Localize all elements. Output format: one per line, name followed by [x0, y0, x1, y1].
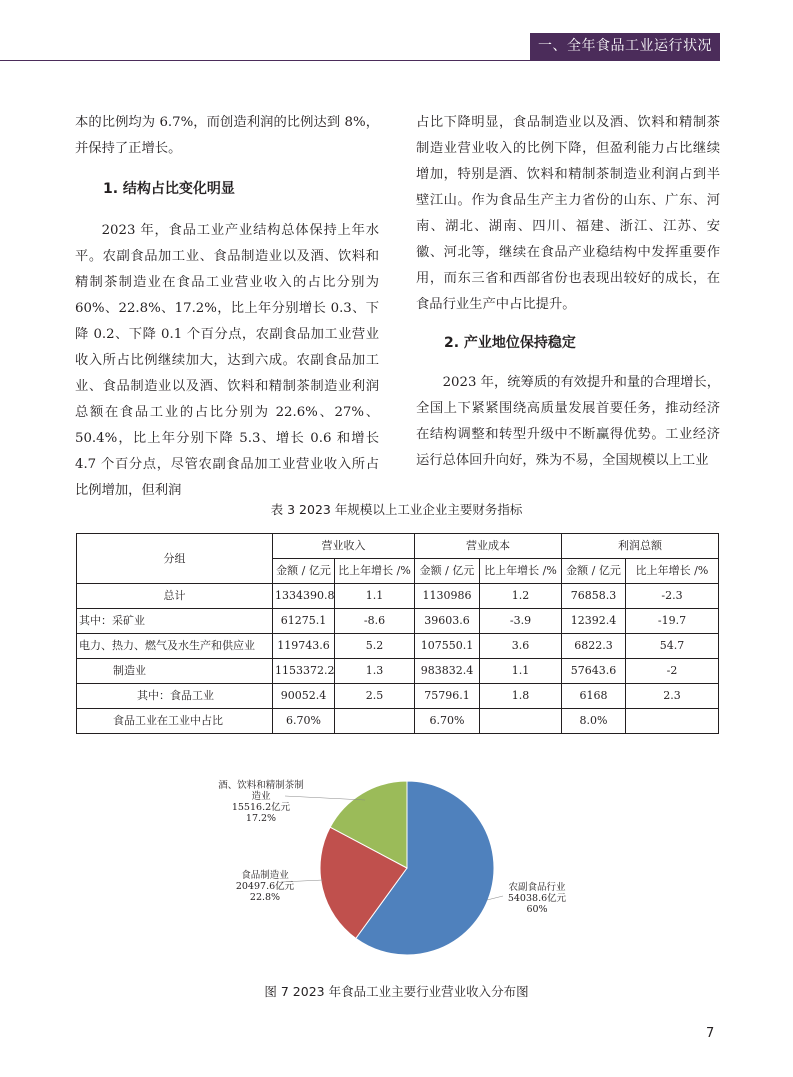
figure-caption: 图 7 2023 年食品工业主要行业营业收入分布图 — [264, 984, 529, 999]
table-cell: 107550.1 — [415, 634, 480, 659]
table-cell: 8.0% — [562, 709, 626, 734]
table-cell: 1.1 — [480, 659, 562, 684]
row-label: 食品工业在工业中占比 — [77, 709, 273, 734]
table-cell: 1.2 — [480, 584, 562, 609]
slice-value: 54038.6亿元 — [507, 893, 567, 904]
table-cell: 54.7 — [626, 634, 719, 659]
row-label: 电力、热力、燃气及水生产和供应业 — [77, 634, 273, 659]
continued-paragraph: 占比下降明显，食品制造业以及酒、饮料和精制茶制造业营业收入的比例下降，但盈利能力占比继续增加，特别是酒、饮料和精制茶制造业利润占到半壁江山。作为食品生产主力省份的山东、广东、河南、湖北、湖南、四川、福建、浙江、江苏、安徽、河北等，继续在食品产业稳结构中发挥重要作用，而东三省和西部省份也表现出较好的成长，在食品行业生产中占比提升。 — [416, 115, 720, 312]
table-cell: -19.7 — [626, 609, 719, 634]
sub-header: 比上年增长 /% — [626, 559, 719, 584]
group-header: 分组 — [77, 534, 273, 584]
table-cell: 6.70% — [415, 709, 480, 734]
table-cell: 90052.4 — [273, 684, 335, 709]
table-cell: 1.3 — [335, 659, 415, 684]
table-cell: 119743.6 — [273, 634, 335, 659]
table-cell: 2.5 — [335, 684, 415, 709]
table-cell: 1.1 — [335, 584, 415, 609]
col-group-revenue: 营业收入 — [273, 534, 415, 559]
slice-percent: 22.8% — [249, 892, 281, 903]
sub-header: 比上年增长 /% — [335, 559, 415, 584]
table-cell: 76858.3 — [562, 584, 626, 609]
status-paragraph: 2023 年，统筹质的有效提升和量的合理增长，全国上下紧紧围绕高质量发展首要任务，推动经济在结构调整和转型升级中不断赢得优势。工业经济运行总体回升向好，殊为不易，全国规模以上工业 — [416, 375, 721, 468]
table-cell: -2.3 — [626, 584, 719, 609]
heading-status: 2. 产业地位保持稳定 — [444, 335, 576, 351]
table-cell: 3.6 — [480, 634, 562, 659]
slice-label-agri-processing — [501, 882, 573, 915]
sub-header: 比上年增长 /% — [480, 559, 562, 584]
sub-header: 金额 / 亿元 — [273, 559, 335, 584]
table-cell: 6.70% — [273, 709, 335, 734]
sub-header: 金额 / 亿元 — [562, 559, 626, 584]
table-row — [77, 659, 719, 684]
table-cell: 1153372.2 — [273, 659, 335, 684]
table-cell — [480, 709, 562, 734]
pie-chart — [215, 770, 595, 970]
financial-table — [76, 533, 719, 734]
row-label: 其中：采矿业 — [77, 609, 273, 634]
left-column — [75, 110, 379, 504]
sub-header: 金额 / 亿元 — [415, 559, 480, 584]
table-cell: 2.3 — [626, 684, 719, 709]
slice-percent: 60% — [526, 904, 548, 915]
section-header: 一、全年食品工业运行状况 — [530, 33, 720, 60]
table-cell: 75796.1 — [415, 684, 480, 709]
row-label: 制造业 — [77, 659, 273, 684]
heading-structure: 1. 结构占比变化明显 — [103, 181, 235, 197]
table-row — [77, 584, 719, 609]
slice-value: 20497.6亿元 — [235, 881, 295, 892]
table-cell: 39603.6 — [415, 609, 480, 634]
col-group-profit: 利润总额 — [562, 534, 719, 559]
table-cell: 1334390.8 — [273, 584, 335, 609]
slice-name: 食品制造业 — [241, 870, 289, 881]
slice-label-beverage — [215, 780, 307, 824]
row-label: 其中：食品工业 — [77, 684, 273, 709]
col-group-cost: 营业成本 — [415, 534, 562, 559]
table-cell — [335, 709, 415, 734]
table-row — [77, 634, 719, 659]
page-number: 7 — [706, 1026, 715, 1041]
table-cell: -8.6 — [335, 609, 415, 634]
table-cell: 1130986 — [415, 584, 480, 609]
table-cell: 1.8 — [480, 684, 562, 709]
table-cell: 61275.1 — [273, 609, 335, 634]
table-cell: 57643.6 — [562, 659, 626, 684]
intro-paragraph: 本的比例均为 6.7%，而创造利润的比例达到 8%，并保持了正增长。 — [75, 115, 379, 156]
slice-name: 酒、饮料和精制茶制造业 — [218, 780, 304, 802]
header-rule — [0, 60, 720, 61]
table-cell: 6822.3 — [562, 634, 626, 659]
table-row — [77, 609, 719, 634]
slice-percent: 17.2% — [245, 813, 277, 824]
slice-label-food-manufacturing — [230, 870, 300, 903]
right-column — [416, 110, 720, 474]
table-cell: 12392.4 — [562, 609, 626, 634]
slice-name: 农副食品行业 — [508, 882, 566, 893]
table-caption: 表 3 2023 年规模以上工业企业主要财务指标 — [270, 502, 523, 517]
table-cell: -2 — [626, 659, 719, 684]
table-cell: -3.9 — [480, 609, 562, 634]
slice-value: 15516.2亿元 — [231, 802, 291, 813]
table-cell: 983832.4 — [415, 659, 480, 684]
structure-paragraph: 2023 年，食品工业产业结构总体保持上年水平。农副食品加工业、食品制造业以及酒、饮料和精制茶制造业在食品工业营业收入的占比分别为 60%、22.8%、17.2%，比上年分别增长 0.3、下降 0.2、下降 0.1 个百分点，农副食品加工业营业收入所占比例继续加大，达到六成。农副食品加工业、食品制造业以及酒、饮料和精制茶制造业利润总额在食品工业的占比分别为 22.6%、27%、50.4%，比上年分别下降 5.3、增长 0.6 和增长 4.7 个百分点，尽管农副食品加工业营业收入所占比例增加，但利润 — [75, 223, 379, 498]
table-row — [77, 709, 719, 734]
table-row — [77, 684, 719, 709]
row-label: 总计 — [77, 584, 273, 609]
table-cell: 6168 — [562, 684, 626, 709]
table-cell — [626, 709, 719, 734]
table-cell: 5.2 — [335, 634, 415, 659]
